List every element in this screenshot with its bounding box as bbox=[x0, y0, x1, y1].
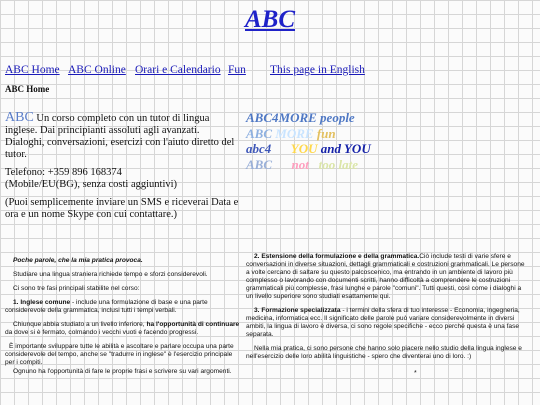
phone-info bbox=[5, 167, 235, 191]
right-p1 bbox=[246, 253, 528, 301]
nav-orari-calendario[interactable]: Orari e Calendario bbox=[135, 64, 221, 76]
slogan-block bbox=[246, 110, 371, 172]
nav-abc-home[interactable]: ABC Home bbox=[5, 64, 60, 76]
sms-note: (Puoi semplicemente inviare un SMS e riceverai Data e ora e un nome Skype con cui contattare.) bbox=[5, 197, 239, 220]
left-p4-b: da dove si è fermato, colmando i vecchi vuoti e facendo progressi. bbox=[5, 329, 199, 336]
right-p2-rest: - i termini della sfera di tuo interesse - Economia, ingegneria, medicina, informatica ecc. Il significato delle parole può variare considerevolmente in diversi ambiti, la lingua di lavoro è diversa, ci sono regole specifiche - ecco perché questa è una fase separata. bbox=[246, 307, 520, 338]
left-p3-bold: 1. Inglese comune bbox=[13, 299, 71, 306]
slogan-line-3 bbox=[246, 141, 371, 157]
intro-text bbox=[5, 112, 235, 161]
slogan-word: ABC bbox=[246, 125, 273, 141]
nav-abc-online[interactable]: ABC Online bbox=[68, 64, 126, 76]
right-p2-bold: 3. Formazione specializzata bbox=[254, 307, 341, 314]
phone-note: (Mobile/EU(BG), senza costi aggiuntivi) bbox=[5, 179, 178, 190]
left-p2: Ci sono tre fasi principali stabilite nel corso: bbox=[13, 285, 140, 292]
intro-body: Un corso completo con un tutor di lingua inglese. Dai principianti assoluti agli avanzati. Dialoghi, conversazioni, esercizi con l'aiuto diretto del tutor. bbox=[5, 113, 235, 160]
site-logo[interactable] bbox=[0, 6, 540, 34]
phone-number: Telefono: +359 896 168374 bbox=[5, 167, 122, 178]
left-p4 bbox=[5, 321, 243, 337]
right-p2 bbox=[246, 307, 528, 339]
slogan-line-2 bbox=[246, 126, 371, 142]
right-column bbox=[246, 253, 528, 367]
right-p3: Nella mia pratica, ci sono persone che hanno solo piacere nello studio della lingua inglese e nell'esercizio delle loro abilità linguistiche - spero che diventerai uno di loro. :) bbox=[246, 345, 522, 360]
slogan-word: too late bbox=[318, 156, 358, 172]
logo-link[interactable]: ABC bbox=[244, 6, 296, 33]
decorative-star: * bbox=[414, 370, 417, 377]
left-p1: Studiare una lingua straniera richiede tempo e sforzi considerevoli. bbox=[13, 271, 208, 278]
left-p4-bold: ha l'opportunità di continuare bbox=[146, 321, 240, 328]
slogan-word: YOU bbox=[290, 141, 318, 156]
left-p4-a: Chiunque abbia studiato a un livello inferiore, bbox=[13, 321, 147, 328]
slogan-line-1: ABC4MORE people bbox=[246, 110, 355, 125]
nav-fun[interactable]: Fun bbox=[228, 64, 246, 76]
slogan-line-4 bbox=[246, 157, 371, 173]
breadcrumb: ABC Home bbox=[5, 84, 50, 94]
slogan-word: fun bbox=[316, 125, 336, 141]
right-p1-rest: Ciò include testi di varie sfere e conversazioni in diverse situazioni, dettagli grammaticali e costruzioni grammaticali. Le persone a volte cercano di saltare su questo palcoscenico, ma entrando in un ambiente di lavoro più complesso o lavorando con documenti scritti, hanno difficoltà a comprendere le costruzioni grammaticali più complesse, frasi lunghe e parole "comuni". Tutti questi, così come i dialoghi a un livello superiore sono studiati esattamente qui. bbox=[246, 253, 525, 300]
left-p3 bbox=[5, 299, 243, 315]
left-p5: È importante sviluppare tutte le abilità e ascoltare e parlare occupa una parte considerevole del tempo, anche se "tradurre in inglese" è l'esercizio principale per i compiti. bbox=[5, 343, 234, 366]
left-p6: Ognuno ha l'opportunità di fare le proprie frasi e scrivere su vari argomenti. bbox=[13, 368, 232, 375]
left-column bbox=[5, 257, 243, 382]
slogan-word: MORE bbox=[275, 125, 314, 141]
slogan-word: not bbox=[291, 156, 309, 172]
right-p1-bold: 2. Estensione della formulazione e della grammatica. bbox=[254, 253, 420, 260]
slogan-word: and YOU bbox=[320, 141, 371, 156]
slogan-word: ABC bbox=[246, 156, 273, 172]
intro-brand: ABC bbox=[5, 110, 34, 125]
nav-english-page[interactable]: This page in English bbox=[270, 64, 365, 76]
left-p3-rest: - include una formulazione di base e una parte considerevole della grammatica, inclusi tutti i tempi verbali. bbox=[5, 299, 208, 314]
left-lead: Poche parole, che la mia pratica provoca. bbox=[13, 257, 143, 264]
slogan-word: abc4 bbox=[246, 141, 272, 156]
